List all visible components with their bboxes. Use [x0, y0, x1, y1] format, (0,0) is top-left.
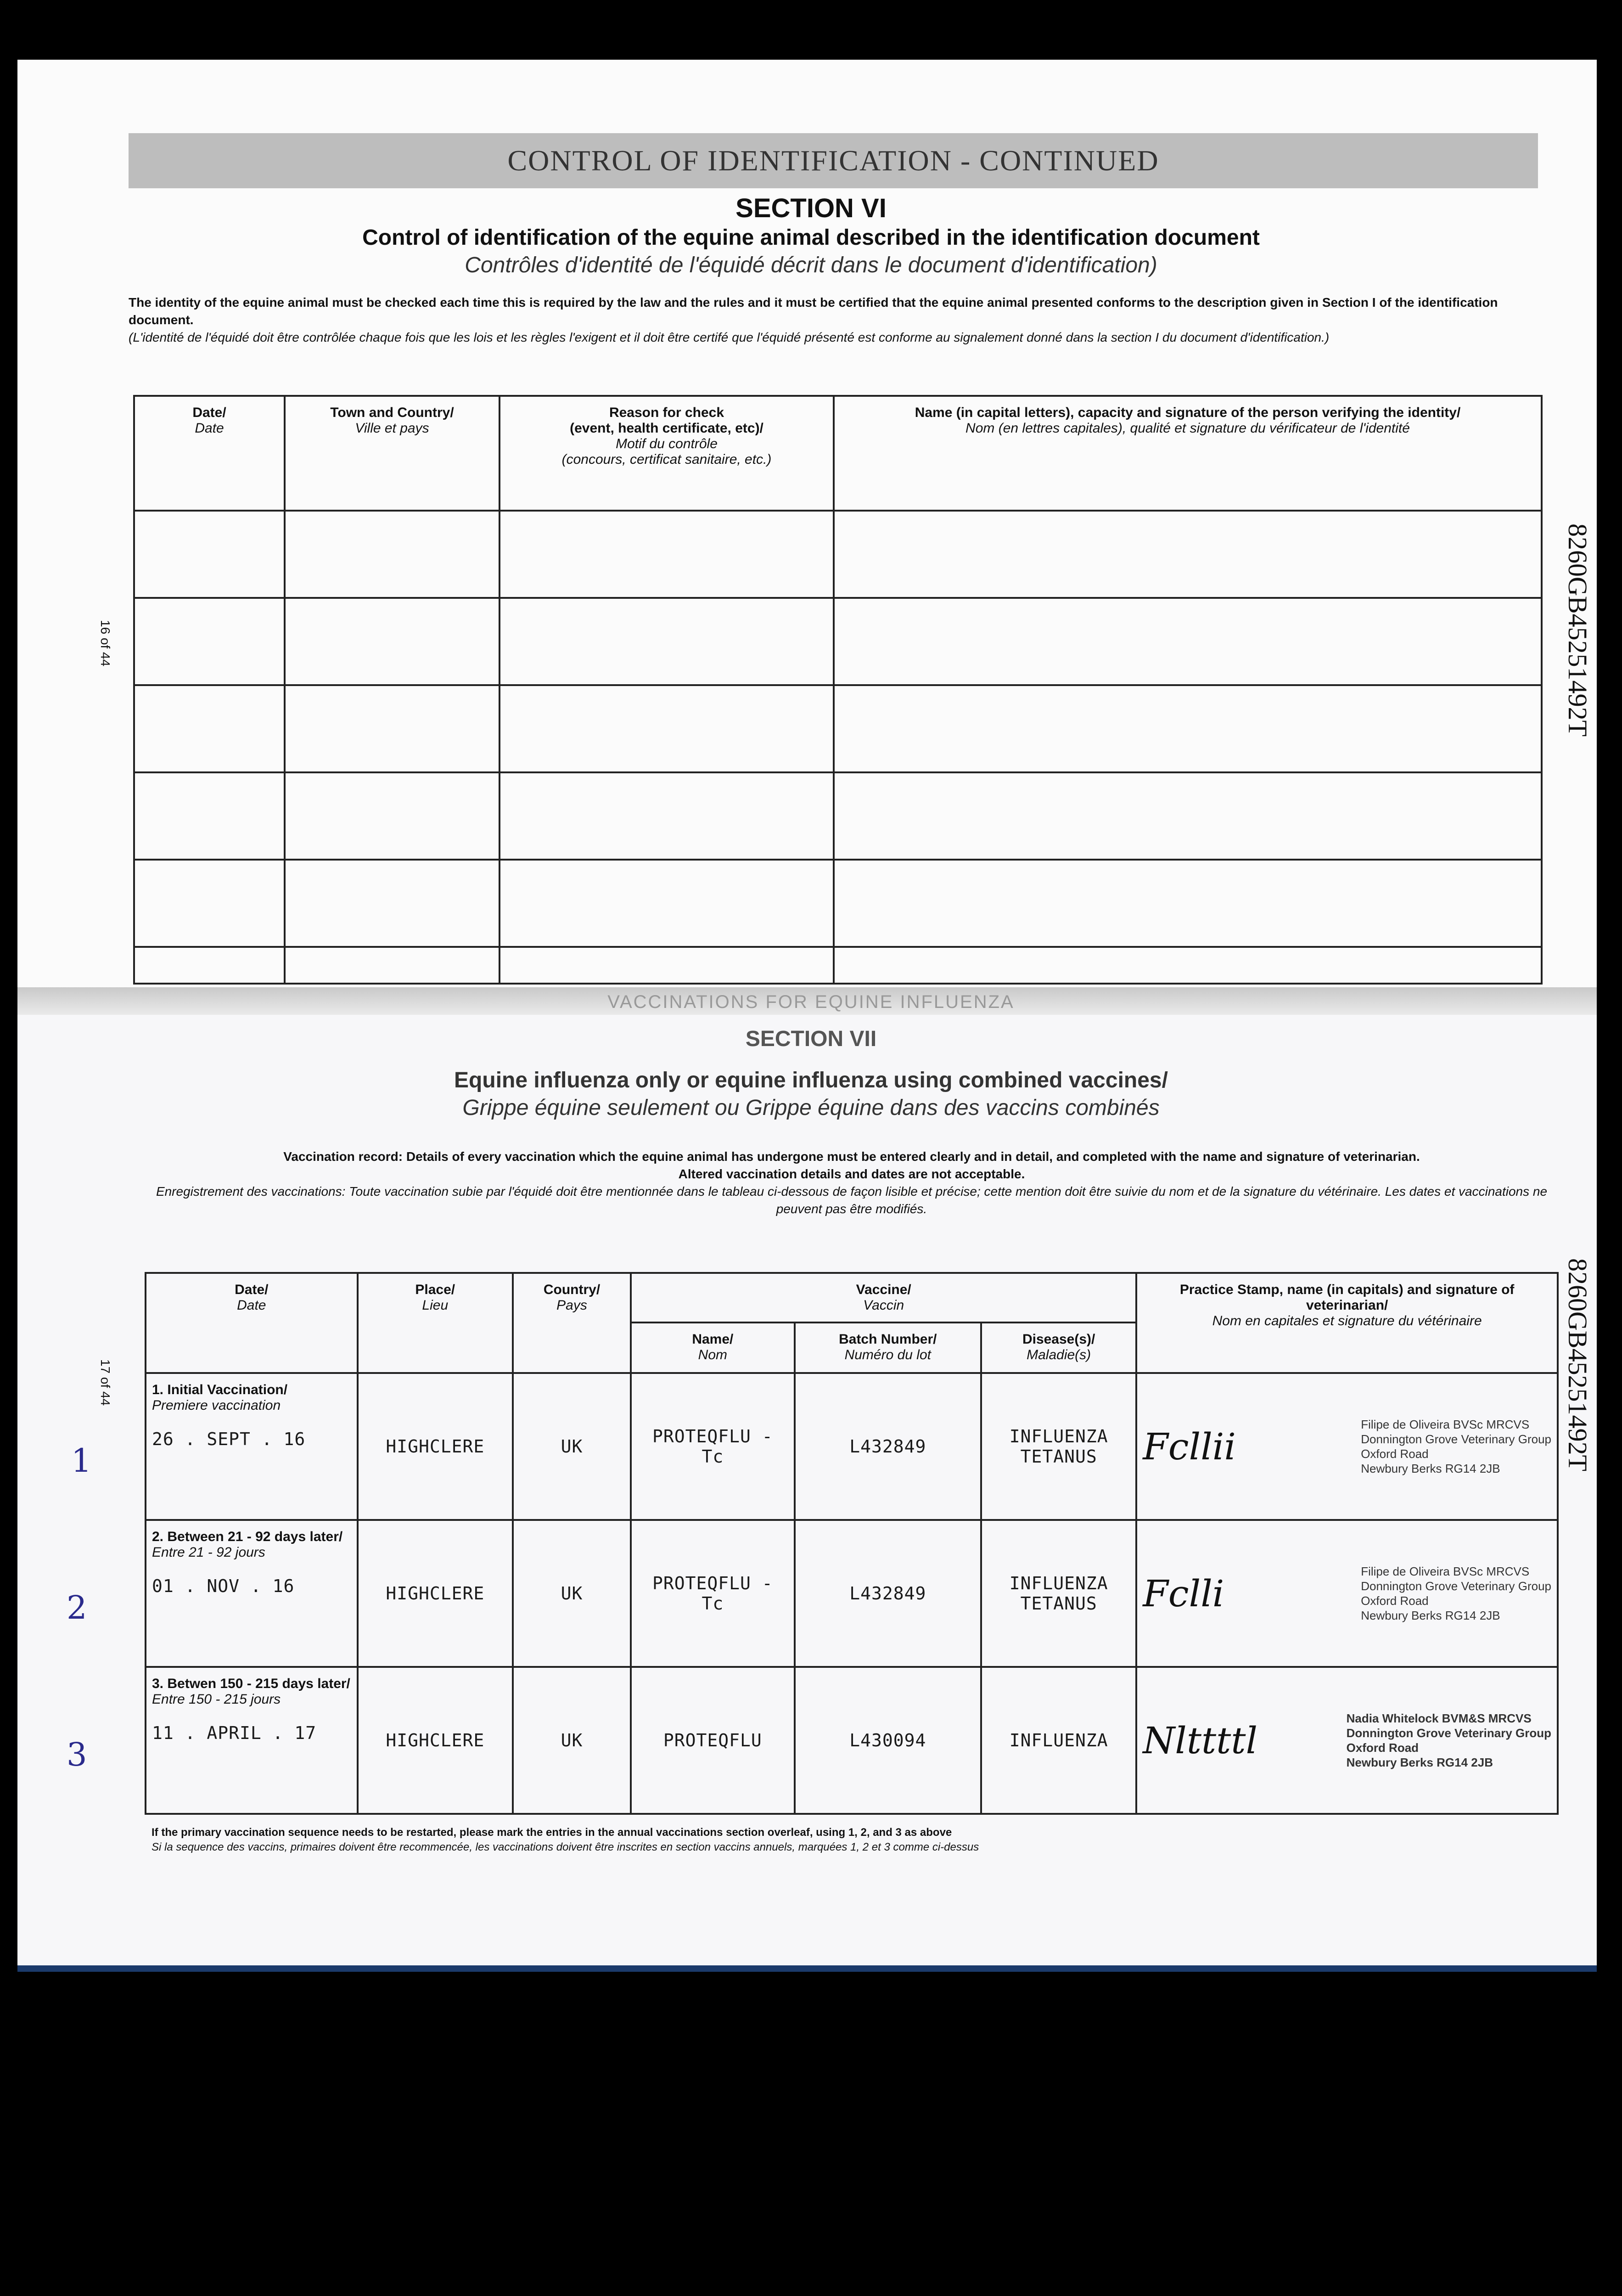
section-banner: CONTROL OF IDENTIFICATION - CONTINUED	[129, 133, 1538, 188]
vaccination-country: UK	[561, 1583, 583, 1604]
col-country: Country/ Pays	[513, 1273, 631, 1373]
vet-signature: Nlttttl	[1143, 1719, 1258, 1762]
vaccination-place: HIGHCLERE	[386, 1436, 485, 1457]
batch-number: L432849	[849, 1583, 926, 1604]
section-title: SECTION VI	[735, 193, 887, 223]
col-batch: Batch Number/ Numéro du lot	[795, 1322, 981, 1373]
vaccination-place: HIGHCLERE	[386, 1583, 485, 1604]
table-row	[134, 511, 1542, 598]
table-row	[146, 1520, 1558, 1667]
batch-number: L432849	[849, 1436, 926, 1457]
disease: INFLUENZA	[1009, 1426, 1108, 1446]
intro-text	[129, 294, 1520, 346]
intro-en: The identity of the equine animal must be checked each time this is required by the law and the rules and it must be certified that the equine animal presented conforms to the description given in Section I of the identification document.	[129, 295, 1498, 327]
vaccine-name: PROTEQFLU	[663, 1730, 762, 1750]
passport-number-bottom: 8260GB45251492T	[1563, 1258, 1593, 1471]
margin-number-3: 3	[67, 1736, 87, 1773]
row-label-cell: 1. Initial Vaccination/ Premiere vaccination 26 . SEPT . 16	[146, 1373, 358, 1520]
col-vaccine-name: Name/ Nom	[631, 1322, 794, 1373]
vet-signature: Fclli	[1143, 1572, 1224, 1615]
page-number-17: 17 of 44	[98, 1359, 112, 1406]
section-title-vii: SECTION VII	[745, 1027, 877, 1051]
record-en-2: Altered vaccination details and dates are not acceptable.	[678, 1167, 1025, 1181]
vaccination-date: 11 . APRIL . 17	[152, 1723, 317, 1743]
disease: INFLUENZA	[1009, 1573, 1108, 1593]
section-subtitle: Control of identification of the equine animal described in the identification document	[362, 225, 1260, 250]
practice-stamp: Filipe de Oliveira BVSc MRCVS Donnington Grove Veterinary Group Oxford Road Newbury Berks RG14 2JB	[1361, 1564, 1551, 1622]
record-fr: Enregistrement des vaccinations: Toute vaccination subie par l'équidé doit être mentionnée dans le tableau ci-dessous de façon lisible et précise; cette mention doit être suivie du nom et de la signature du vétérinaire. Les dates et vaccinations ne peuvent pas être modifiés.	[156, 1184, 1548, 1216]
vaccination-date: 26 . SEPT . 16	[152, 1429, 306, 1449]
disease-2: TETANUS	[1020, 1446, 1097, 1467]
vaccination-place: HIGHCLERE	[386, 1730, 485, 1750]
intro-fr: (L'identité de l'équidé doit être contrôlée chaque fois que les lois et les règles l'exigent et il doit être certifé que l'équidé présenté est conforme au signalement donné dans la section I du document d'identification.)	[129, 330, 1330, 344]
col-date: Date/ Date	[134, 396, 285, 511]
margin-number-1: 1	[71, 1442, 92, 1480]
footnote-en: If the primary vaccination sequence needs to be restarted, please mark the entries in the annual vaccinations section overleaf, using 1, 2, and 3 as above	[152, 1826, 952, 1839]
vaccine-name: PROTEQFLU - Tc	[652, 1426, 773, 1467]
record-en: Vaccination record: Details of every vaccination which the equine animal has undergone must be entered clearly and in detail, and completed with the name and signature of veterinarian.	[283, 1149, 1420, 1164]
vaccination-country: UK	[561, 1730, 583, 1750]
col-town: Town and Country/ Ville et pays	[285, 396, 500, 511]
table-row	[134, 685, 1542, 772]
section-banner-vaccinations: VACCINATIONS FOR EQUINE INFLUENZA	[607, 992, 1015, 1012]
practice-stamp: Nadia Whitelock BVM&S MRCVS Donnington Grove Veterinary Group Oxford Road Newbury Berks RG14 2JB	[1346, 1711, 1551, 1769]
col-practice-stamp: Practice Stamp, name (in capitals) and signature of veterinarian/ Nom en capitales et signature du vétérinaire	[1136, 1273, 1558, 1373]
table-row	[134, 598, 1542, 685]
col-reason: Reason for check (event, health certificate, etc)/ Motif du contrôle (concours, certificat sanitaire, etc.)	[500, 396, 834, 511]
col-verifier: Name (in capital letters), capacity and signature of the person verifying the identity/ Nom (en lettres capitales), qualité et signature du vérificateur de l'identité	[834, 396, 1542, 511]
vaccination-country: UK	[561, 1436, 583, 1457]
vaccination-date: 01 . NOV . 16	[152, 1576, 295, 1596]
disease: INFLUENZA	[1009, 1730, 1108, 1750]
row-label-cell: 3. Betwen 150 - 215 days later/ Entre 150 - 215 jours 11 . APRIL . 17	[146, 1667, 358, 1814]
vaccination-record-text	[152, 1148, 1552, 1218]
col-disease: Disease(s)/ Maladie(s)	[981, 1322, 1136, 1373]
margin-number-2: 2	[67, 1589, 87, 1626]
passport-number-top: 8260GB45251492T	[1563, 523, 1593, 737]
footnote	[152, 1825, 1529, 1855]
col-vdate: Date/ Date	[146, 1273, 358, 1373]
footnote-fr: Si la sequence des vaccins, primaires doivent être recommencée, les vaccinations doivent être inscrites en section vaccins annuels, marquées 1, 2 et 3 comme ci-dessus	[152, 1841, 979, 1853]
col-place: Place/ Lieu	[358, 1273, 513, 1373]
row-label-cell: 2. Between 21 - 92 days later/ Entre 21 - 92 jours 01 . NOV . 16	[146, 1520, 358, 1667]
identity-check-table	[133, 395, 1543, 985]
vaccination-table	[145, 1272, 1559, 1815]
practice-stamp: Filipe de Oliveira BVSc MRCVS Donnington Grove Veterinary Group Oxford Road Newbury Berks RG14 2JB	[1361, 1418, 1551, 1475]
table-row	[146, 1667, 1558, 1814]
table-row	[146, 1373, 1558, 1520]
vaccination-subtitle: Equine influenza only or equine influenza using combined vaccines/	[454, 1068, 1168, 1092]
batch-number: L430094	[849, 1730, 926, 1750]
table-row	[134, 860, 1542, 947]
vaccine-name: PROTEQFLU - Tc	[652, 1573, 773, 1614]
disease-2: TETANUS	[1020, 1593, 1097, 1614]
table-row	[134, 947, 1542, 984]
vet-signature: Fcllii	[1143, 1425, 1236, 1468]
page-number-16: 16 of 44	[98, 620, 112, 667]
vaccination-subtitle-fr: Grippe équine seulement ou Grippe équine dans des vaccins combinés	[462, 1096, 1160, 1120]
section-subtitle-fr: Contrôles d'identité de l'équidé décrit dans le document d'identification)	[465, 253, 1157, 277]
table-row	[134, 772, 1542, 860]
col-vaccine: Vaccine/ Vaccin	[631, 1273, 1136, 1322]
